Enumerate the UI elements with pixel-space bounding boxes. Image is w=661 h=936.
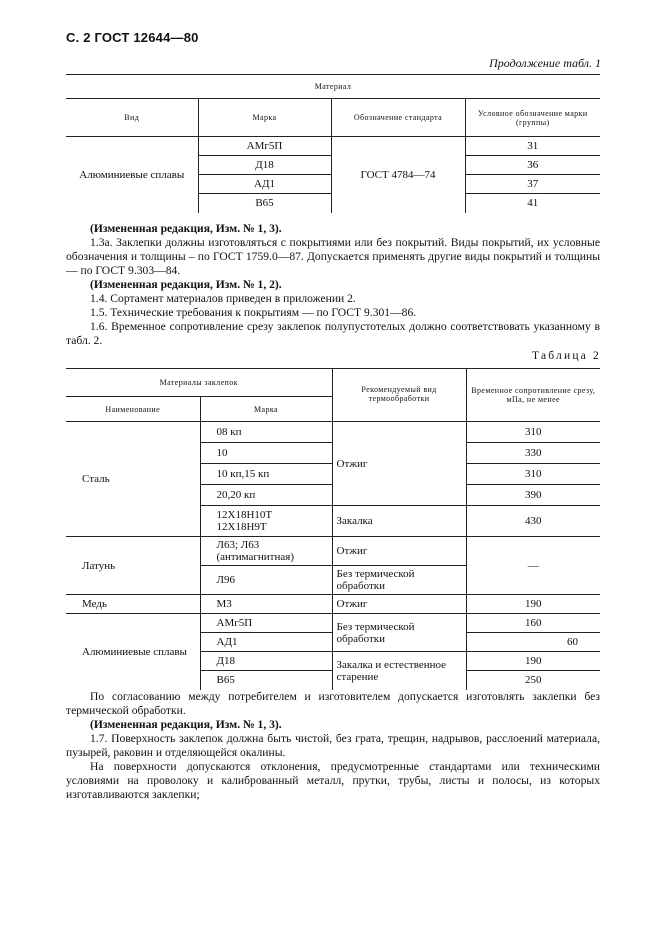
paragraph-1-7-deviations: На поверхности допускаются отклонения, предусмотренные стандартами или техническими условиями на проволоку и калиброванный металл, прутки, трубы, листы и полосы, из которых изготавливаются заклепки; (66, 760, 600, 801)
table2-strength-cell: 190 (466, 652, 600, 671)
table2-brass-name: Латунь (66, 537, 200, 595)
table1-col-grade: Марка (198, 99, 331, 137)
table1-standard-cell: ГОСТ 4784—74 (331, 137, 465, 213)
table1-grade-cell: АМг5П (198, 137, 331, 156)
table2-grade-cell: Л96 (200, 566, 332, 595)
table-2-label: Таблица 2 (532, 350, 601, 362)
table1-grade-cell: АД1 (198, 175, 331, 194)
table2-grade-cell (200, 537, 332, 566)
table2-treatment-cell: Закалка и естественное старение (332, 652, 466, 690)
table1-col-code: Условное обозначение марки (группы) (465, 99, 600, 137)
table2-treatment-cell: Закалка (332, 506, 466, 537)
table2-treatment-cell: Отжиг (332, 422, 466, 506)
table1-grade-cell: Д18 (198, 156, 331, 175)
table1-kind-cell: Алюминиевые сплавы (66, 137, 198, 213)
table1-col-kind: Вид (66, 99, 198, 137)
table2-strength-cell: 430 (466, 506, 600, 537)
table2-strength-cell: 310 (466, 422, 600, 443)
paragraph-1-4: 1.4. Сортамент материалов приведен в приложении 2. (90, 292, 356, 305)
table2-strength-cell: 250 (466, 671, 600, 690)
page-title: С. 2 ГОСТ 12644—80 (66, 30, 199, 45)
table2-grade-cell: АМг5П (200, 614, 332, 633)
paragraph-agreement: По согласованию между потребителем и изготовителем допускается изготовлять заклепки без термической обработки. (66, 690, 600, 717)
table2-treatment-cell: Без термической обработки (332, 614, 466, 652)
table2-treatment-cell: Отжиг (332, 595, 466, 614)
table2-grade-cell: 10 (200, 443, 332, 464)
table1-code-cell: 31 (465, 137, 600, 156)
table1-col-standard: Обозначение стандарта (331, 99, 465, 137)
table2-grade-cell: АД1 (200, 633, 332, 652)
table2-grade-cell: 10 кп,15 кп (200, 464, 332, 485)
table2-strength-cell: 160 (466, 614, 600, 633)
table2-col-treatment: Рекомендуемый вид термообработки (332, 369, 466, 422)
amendment-note: (Измененная редакция, Изм. № 1, 3). (90, 718, 282, 731)
table2-steel-name: Сталь (66, 422, 200, 537)
table1-grade-cell: В65 (198, 194, 331, 213)
table2-group-header: Материалы заклепок (66, 369, 332, 397)
table2-alu-name: Алюминиевые сплавы (66, 614, 200, 690)
table1-code-cell: 36 (465, 156, 600, 175)
table2-strength-cell: 310 (466, 464, 600, 485)
table1-code-cell: 37 (465, 175, 600, 194)
table1-group-header: Материал (66, 75, 600, 99)
paragraph-1-7: 1.7. Поверхность заклепок должна быть чистой, без грата, трещин, надрывов, расслоений материала, пузырей, раковин и отделяющейся окалины. (66, 732, 600, 759)
table2-grade-line: 12Х18Н10Т (216, 509, 273, 521)
table2-grade-cell (200, 506, 332, 537)
table2-grade-line: Л63; Л63 (216, 539, 260, 551)
table2-grade-line: (антимагнитная) (216, 551, 294, 563)
continuation-label: Продолжение табл. 1 (489, 56, 601, 70)
table-1-continuation (66, 74, 600, 213)
table2-grade-cell: Д18 (200, 652, 332, 671)
paragraph-1-3a: 1.3а. Заклепки должны изготовляться с покрытиями или без покрытий. Виды покрытий, их условные обозначения и толщины – по ГОСТ 1759.0—87. Допускается применять другие виды покрытий и толщины — по ГОСТ 9.303—84. (66, 236, 600, 277)
table2-copper-name: Медь (66, 595, 200, 614)
table2-grade-cell: 08 кп (200, 422, 332, 443)
paragraph-1-6: 1.6. Временное сопротивление срезу заклепок полупустотелых должно соответствовать указанному в табл. 2. (66, 320, 600, 347)
table2-grade-cell: М3 (200, 595, 332, 614)
table2-strength-cell: 60 (466, 633, 600, 652)
table1-code-cell: 41 (465, 194, 600, 213)
table2-treatment-cell: Отжиг (332, 537, 466, 566)
table2-col-strength: Временное сопротивление срезу, мПа, не менее (466, 369, 600, 422)
amendment-note: (Измененная редакция, Изм. № 1, 3). (90, 222, 282, 235)
table2-col-name: Наименование (66, 397, 200, 422)
paragraph-1-5: 1.5. Технические требования к покрытиям — по ГОСТ 9.301—86. (90, 306, 417, 319)
table2-grade-line: 12Х18Н9Т (216, 521, 267, 533)
table2-strength-cell: 190 (466, 595, 600, 614)
table2-col-grade: Марка (200, 397, 332, 422)
table2-grade-cell: В65 (200, 671, 332, 690)
table-2 (66, 368, 600, 690)
table2-treatment-cell: Без термической обработки (332, 566, 466, 595)
table2-grade-cell: 20,20 кп (200, 485, 332, 506)
table2-strength-cell: — (466, 537, 600, 595)
amendment-note: (Измененная редакция, Изм. № 1, 2). (90, 278, 282, 291)
table2-strength-cell: 330 (466, 443, 600, 464)
table2-strength-cell: 390 (466, 485, 600, 506)
